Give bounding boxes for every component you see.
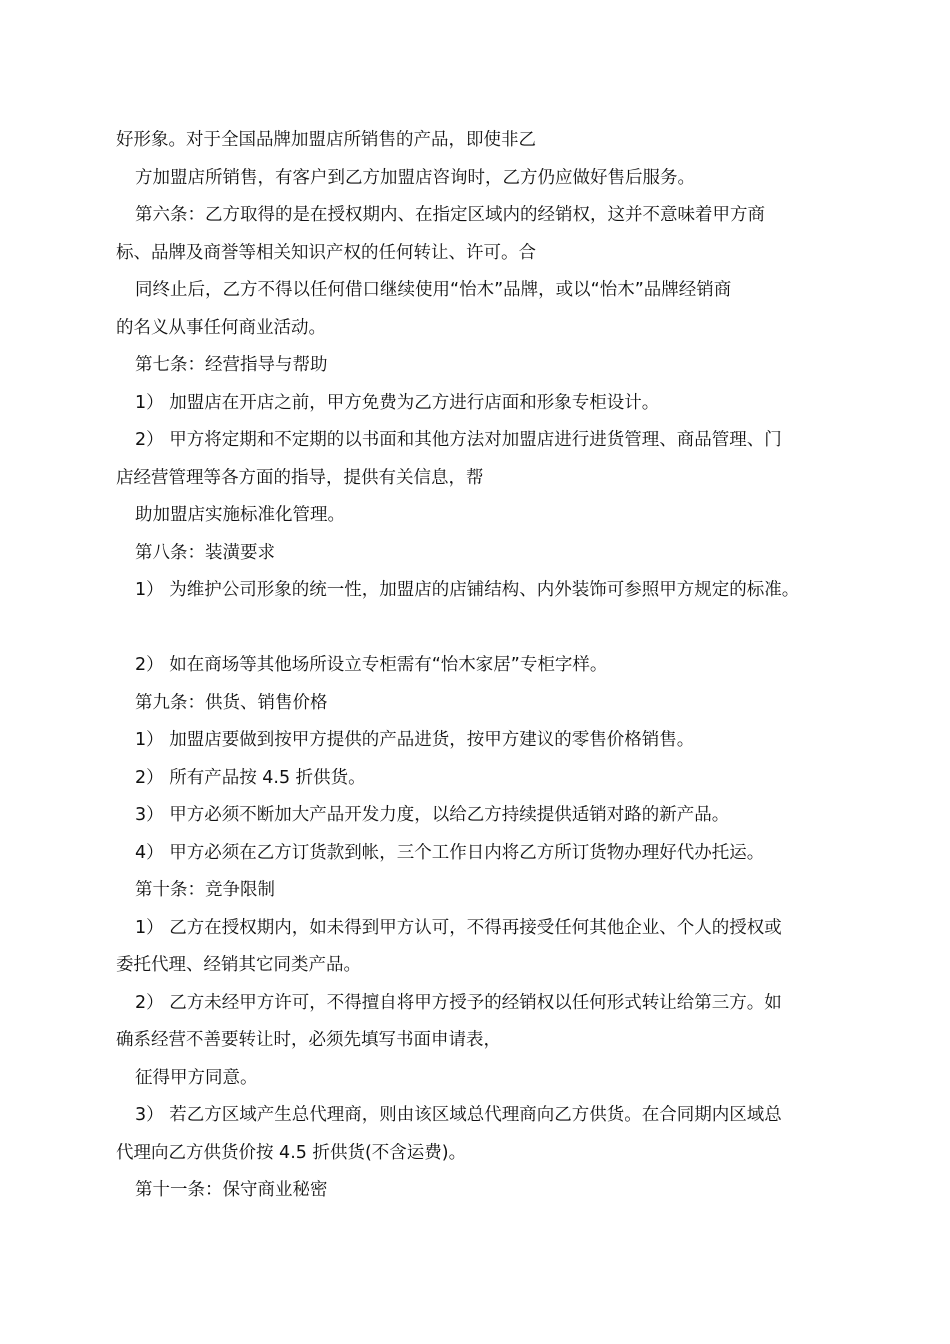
list-item: 2） 所有产品按 4.5 折供货。 — [135, 767, 366, 788]
list-item: 1） 乙方在授权期内，如未得到甲方认可，不得再接受任何其他企业、个人的授权或 — [135, 917, 782, 938]
text-line: 同终止后，乙方不得以任何借口继续使用“怡木”品牌，或以“怡木”品牌经销商 — [135, 280, 732, 300]
text-line: 方加盟店所销售，有客户到乙方加盟店咨询时，乙方仍应做好售后服务。 — [135, 167, 695, 188]
list-item: 4） 甲方必须在乙方订货款到帐，三个工作日内将乙方所订货物办理好代办托运。 — [135, 842, 765, 863]
list-item: 3） 若乙方区域产生总代理商，则由该区域总代理商向乙方供货。在合同期内区域总 — [135, 1105, 782, 1125]
list-item: 1） 加盟店在开店之前，甲方免费为乙方进行店面和形象专柜设计。 — [135, 392, 660, 413]
list-item: 2） 乙方未经甲方许可，不得擅自将甲方授予的经销权以任何形式转让给第三方。如 — [135, 992, 782, 1013]
text-line: 代理向乙方供货价按 4.5 折供货(不含运费)。 — [116, 1142, 467, 1163]
list-item: 2） 如在商场等其他场所设立专柜需有“怡木家居”专柜字样。 — [135, 655, 608, 675]
text-line: 标、品牌及商誉等相关知识产权的任何转让、许可。合 — [116, 242, 536, 263]
document-body — [116, 122, 856, 1210]
list-item: 2） 甲方将定期和不定期的以书面和其他方法对加盟店进行进货管理、商品管理、门 — [135, 430, 782, 450]
blank-line — [116, 610, 856, 648]
article-10-heading: 第十条：竞争限制 — [135, 880, 275, 900]
list-item: 1） 加盟店要做到按甲方提供的产品进货，按甲方建议的零售价格销售。 — [135, 730, 695, 750]
text-line: 征得甲方同意。 — [135, 1067, 258, 1088]
article-11-heading: 第十一条：保守商业秘密 — [135, 1180, 328, 1200]
list-item: 1） 为维护公司形象的统一性，加盟店的店铺结构、内外装饰可参照甲方规定的标准。 — [135, 580, 800, 600]
list-item: 3） 甲方必须不断加大产品开发力度，以给乙方持续提供适销对路的新产品。 — [135, 805, 730, 825]
article-7-heading: 第七条：经营指导与帮助 — [135, 355, 328, 375]
text-line: 委托代理、经销其它同类产品。 — [116, 955, 361, 975]
article-9-heading: 第九条：供货、销售价格 — [135, 692, 328, 713]
text-line: 确系经营不善要转让时，必须先填写书面申请表， — [116, 1030, 501, 1050]
text-line: 的名义从事任何商业活动。 — [116, 317, 326, 338]
text-line: 助加盟店实施标准化管理。 — [135, 505, 345, 525]
text-line: 好形象。对于全国品牌加盟店所销售的产品，即使非乙 — [116, 130, 536, 150]
text-line: 店经营管理等各方面的指导，提供有关信息，帮 — [116, 467, 484, 488]
article-8-heading: 第八条：装潢要求 — [135, 542, 275, 563]
article-6-heading: 第六条：乙方取得的是在授权期内、在指定区域内的经销权，这并不意味着甲方商 — [135, 205, 765, 225]
